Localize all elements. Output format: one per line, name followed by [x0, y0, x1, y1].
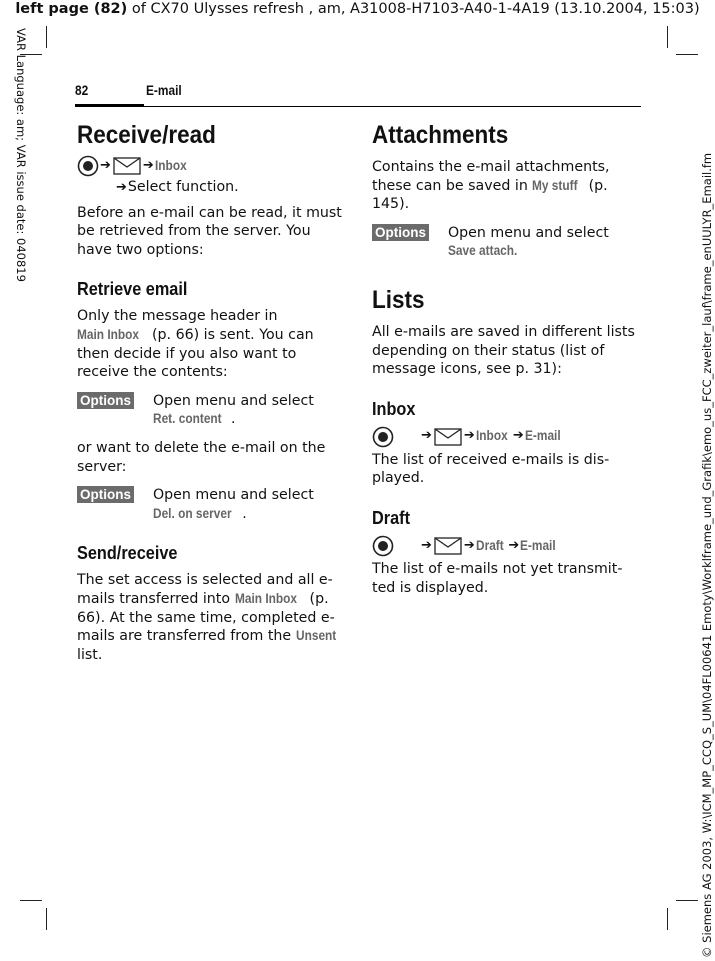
draft-text: The list of e-mails not yet transmit-ted is displayed.: [372, 560, 623, 596]
path-select-line: [77, 178, 345, 198]
path-select-text: Select function.: [127, 179, 239, 195]
option-desc: Open menu and select: [153, 487, 314, 504]
option-desc: Open menu and select: [153, 392, 314, 409]
menu-item-save-attach: Save attach.: [448, 243, 518, 259]
attach-option-row: [372, 224, 640, 261]
menu-item-my-stuff: My stuff: [532, 177, 578, 193]
navigation-key-icon: [372, 535, 394, 557]
crop-mark: [676, 54, 698, 55]
envelope-icon: [434, 428, 462, 446]
print-header: [0, 0, 715, 18]
arrow-right-icon: ➔: [421, 537, 432, 553]
left-column: [77, 118, 345, 664]
retrieve-heading: Retrieve email: [77, 278, 188, 300]
retrieve-text-2: (p. 66) is sent. You can then decide if you also want to receive the contents:: [77, 326, 314, 381]
draft-menu-path: [372, 534, 640, 558]
side-note-right: © Siemens AG 2003, W:\ICM_MP_CCQ_S_UM\04FL00641 Emoty\Worklframe_und_Grafik\emo_us_FCC_zweiter_lauf\frame_enUULYR_Email.fm: [700, 152, 714, 958]
receive-read-title: Receive/read: [77, 121, 216, 149]
menu-item-main-inbox: Main Inbox: [77, 326, 140, 342]
arrow-right-icon: ➔: [463, 428, 475, 444]
options-softkey: Options: [77, 486, 134, 503]
send-text-1: The set access is selected and all e-mails transferred into: [77, 572, 333, 607]
delete-text: or want to delete the e-mail on the server:: [77, 439, 326, 475]
arrow-right-icon: ➔: [421, 428, 432, 444]
attach-text-1: Contains the e-mail attachments, these can be saved in: [372, 159, 610, 194]
attach-text-2: (p. 145).: [372, 177, 608, 213]
crop-mark: [667, 26, 668, 48]
crop-mark: [20, 900, 42, 901]
menu-item-unsent: Unsent: [295, 628, 336, 644]
crop-mark: [676, 900, 698, 901]
options-softkey: Options: [77, 392, 134, 409]
inbox-text: The list of received e-mails is dis-played.: [372, 451, 610, 487]
print-header-bold: left page (82): [15, 1, 128, 17]
menu-item-email: E-mail: [524, 428, 561, 444]
intro-text: Before an e-mail can be read, it must be retrieved from the server. You have two options:: [77, 204, 342, 258]
header-rule: [75, 106, 641, 107]
options-softkey: Options: [372, 224, 429, 241]
send-receive-text: [77, 571, 345, 664]
page-number: 82: [75, 82, 89, 98]
arrow-right-icon: ➔: [142, 157, 154, 173]
menu-item-del-on-server: Del. on server: [153, 505, 232, 521]
delete-option-row: Options Open menu and select Del. on server .: [77, 486, 345, 523]
menu-item-inbox: Inbox: [154, 157, 187, 173]
crop-mark: [46, 26, 47, 48]
envelope-icon: [113, 157, 141, 175]
retrieve-option-row: Options Open menu and select Ret. content .: [77, 392, 345, 429]
arrow-right-icon: ➔: [508, 537, 520, 553]
menu-item-inbox: Inbox: [475, 428, 508, 444]
arrow-right-icon: ➔: [100, 157, 111, 173]
inbox-heading: Inbox: [372, 397, 416, 419]
draft-heading: Draft: [372, 506, 410, 528]
print-header-rest: of CX70 Ulysses refresh , am, A31008-H7103-A40-1-4A19 (13.10.2004, 15:03): [127, 1, 700, 17]
navigation-key-icon: [372, 426, 394, 448]
menu-item-main-inbox: Main Inbox: [234, 590, 297, 606]
section-title: E-mail: [146, 82, 182, 98]
menu-path: [77, 154, 345, 178]
lists-text: All e-mails are saved in different lists depending on their status (list of message icons, see p. 31):: [372, 323, 635, 378]
menu-item-email: E-mail: [520, 537, 556, 553]
send-text-3: list.: [77, 646, 103, 663]
menu-item-draft: Draft: [475, 537, 504, 553]
arrow-right-icon: ➔: [463, 537, 475, 553]
inbox-menu-path: [372, 425, 640, 449]
crop-mark: [46, 908, 47, 930]
lists-title: Lists: [372, 285, 425, 314]
option-desc: Open menu and select: [448, 224, 609, 241]
send-receive-heading: Send/receive: [77, 542, 178, 564]
arrow-right-icon: ➔: [512, 428, 524, 444]
retrieve-text: [77, 307, 345, 381]
arrow-right-icon: ➔: [116, 180, 127, 195]
side-note-left: VAR Language: am; VAR issue date: 040819: [14, 28, 28, 282]
send-text-2: (p. 66). At the same time, completed e-mails are transferred from the: [77, 590, 335, 645]
crop-mark: [667, 908, 668, 930]
retrieve-text-1: Only the message header in: [77, 308, 278, 325]
navigation-key-icon: [77, 155, 99, 177]
menu-item-ret-content: Ret. content: [153, 411, 222, 427]
attachments-text: [372, 158, 640, 214]
envelope-icon: [434, 537, 462, 555]
attachments-title: Attachments: [372, 121, 509, 149]
right-column: [372, 118, 640, 597]
